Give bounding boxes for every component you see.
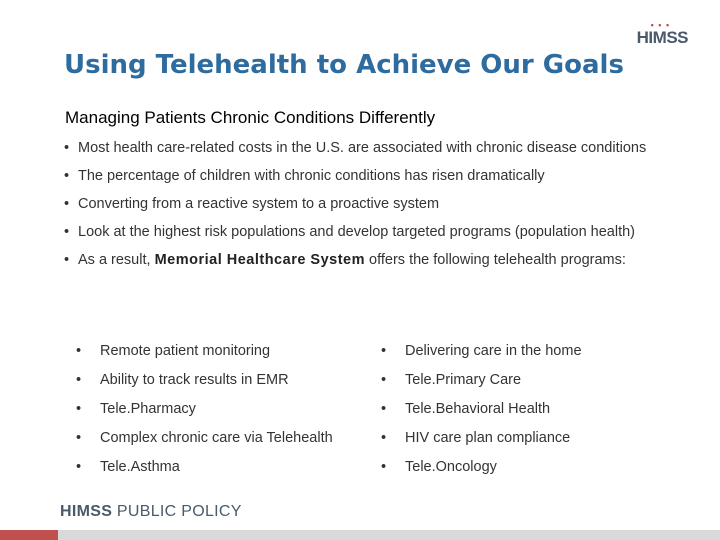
slide-subtitle: Managing Patients Chronic Conditions Differently: [65, 108, 436, 127]
program-item: • Tele.Pharmacy: [70, 400, 375, 418]
program-item: • Tele.Primary Care: [375, 371, 670, 389]
logo-text: HIMSS: [636, 28, 688, 47]
result-suffix: offers the following telehealth programs:: [365, 252, 626, 268]
bullet-item-result: [60, 252, 660, 269]
footer-accent: [0, 530, 58, 540]
program-item: • Tele.Asthma: [70, 458, 375, 476]
program-item: • HIV care plan compliance: [375, 429, 670, 447]
program-item: • Delivering care in the home: [375, 342, 670, 360]
bullet-item: • Most health care-related costs in the U.S. are associated with chronic disease conditions: [60, 140, 660, 157]
program-item: • Complex chronic care via Telehealth: [70, 429, 375, 447]
program-item: • Tele.Oncology: [375, 458, 670, 476]
bullet-item: • Look at the highest risk populations and develop targeted programs (population health): [60, 224, 660, 241]
slide-title: Using Telehealth to Achieve Our Goals: [64, 50, 624, 80]
organization-name: Memorial Healthcare System: [154, 252, 366, 268]
result-prefix: As a result,: [78, 252, 155, 268]
footer-org: HIMSS: [60, 503, 113, 520]
footer-program: PUBLIC POLICY: [116, 503, 242, 520]
logo-dots-icon: • • •: [650, 20, 671, 30]
program-item: • Tele.Behavioral Health: [375, 400, 670, 418]
himss-logo: [636, 20, 688, 48]
program-item: • Ability to track results in EMR: [70, 371, 375, 389]
program-item: • Remote patient monitoring: [70, 342, 375, 360]
bullet-item: • The percentage of children with chronic conditions has risen dramatically: [60, 168, 660, 185]
bullet-list: [60, 140, 660, 280]
programs-grid: [70, 342, 670, 476]
footer-logo: [60, 503, 242, 521]
bullet-item: • Converting from a reactive system to a proactive system: [60, 196, 660, 213]
footer-bar: [0, 530, 720, 540]
